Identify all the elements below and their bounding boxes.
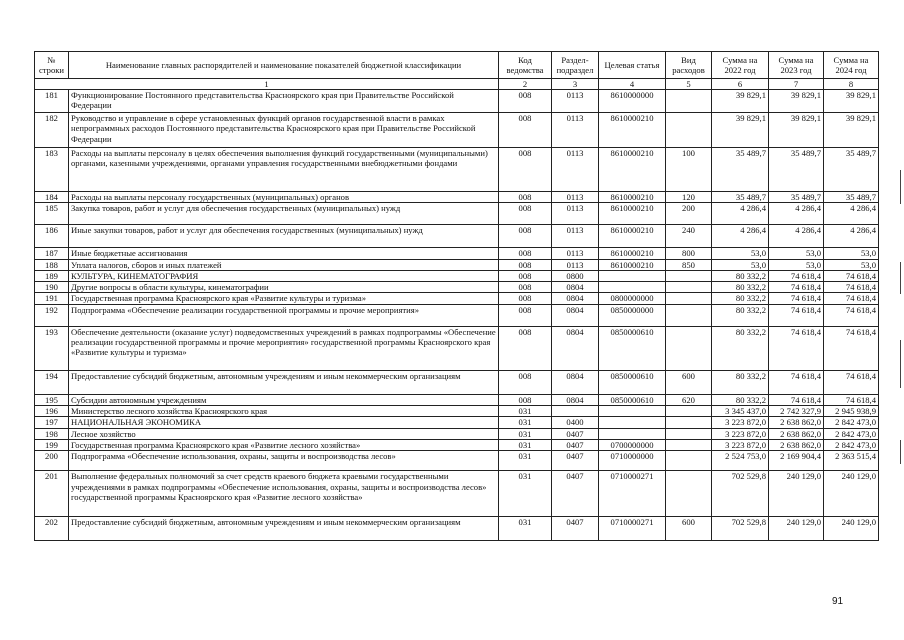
row-name-cell: Выполнение федеральных полномочий за счет средств краевого бюджета краевыми государственными учреждениями в рамках подпрограммы «Обеспечение использования, охраны, защиты и воспроизводства лесов» государственной программы Красноярского края «Развитие лесного хозяйства» (69, 471, 499, 517)
column-number: 2 (499, 79, 552, 90)
expense-type-cell (666, 451, 712, 471)
table-row (35, 203, 879, 225)
sum-2023-cell: 2 638 862,0 (769, 428, 824, 439)
department-code-cell: 031 (499, 439, 552, 450)
department-code-cell: 031 (499, 417, 552, 428)
row-number-cell: 188 (35, 259, 69, 270)
section-cell: 0400 (552, 417, 599, 428)
section-cell: 0804 (552, 304, 599, 326)
department-code-cell: 008 (499, 90, 552, 113)
target-item-cell: 8610000210 (599, 148, 666, 192)
section-cell (552, 406, 599, 417)
target-item-cell: 0800000000 (599, 293, 666, 304)
target-item-cell: 0710000271 (599, 517, 666, 541)
sum-2022-cell: 4 286,4 (712, 225, 769, 248)
sum-2024-cell: 4 286,4 (824, 225, 879, 248)
expense-type-cell (666, 293, 712, 304)
target-item-cell (599, 428, 666, 439)
department-code-cell: 008 (499, 192, 552, 203)
section-cell: 0804 (552, 394, 599, 405)
column-number: 8 (824, 79, 879, 90)
expense-type-cell: 800 (666, 248, 712, 259)
column-number: 1 (35, 79, 499, 90)
sum-2024-cell: 2 842 473,0 (824, 428, 879, 439)
sum-2023-cell: 4 286,4 (769, 225, 824, 248)
section-cell: 0800 (552, 270, 599, 281)
sum-2024-cell: 74 618,4 (824, 270, 879, 281)
sum-2023-cell: 39 829,1 (769, 90, 824, 113)
table-row (35, 248, 879, 259)
department-code-cell: 031 (499, 471, 552, 517)
department-code-cell: 008 (499, 225, 552, 248)
sum-2024-cell: 74 618,4 (824, 282, 879, 293)
sum-2023-cell: 74 618,4 (769, 394, 824, 405)
scan-edge-mark (900, 340, 901, 388)
expense-type-cell (666, 417, 712, 428)
target-item-cell: 0850000610 (599, 394, 666, 405)
expense-type-cell: 200 (666, 203, 712, 225)
sum-2022-cell: 702 529,8 (712, 517, 769, 541)
row-number-cell: 190 (35, 282, 69, 293)
row-name-cell: Государственная программа Красноярского края «Развитие культуры и туризма» (69, 293, 499, 304)
section-cell: 0407 (552, 439, 599, 450)
sum-2023-cell: 74 618,4 (769, 304, 824, 326)
table-row (35, 270, 879, 281)
row-name-cell: Государственная программа Красноярского края «Развитие лесного хозяйства» (69, 439, 499, 450)
sum-2023-cell: 74 618,4 (769, 370, 824, 394)
department-code-cell: 008 (499, 326, 552, 370)
row-name-cell: Предоставление субсидий бюджетным, автономным учреждениям и иным некоммерческим организациям (69, 517, 499, 541)
sum-2024-cell: 74 618,4 (824, 293, 879, 304)
section-cell: 0113 (552, 225, 599, 248)
target-item-cell (599, 406, 666, 417)
table-row (35, 90, 879, 113)
row-number-cell: 197 (35, 417, 69, 428)
row-name-cell: Закупка товаров, работ и услуг для обеспечения государственных (муниципальных) нужд (69, 203, 499, 225)
expense-type-cell (666, 282, 712, 293)
table-row (35, 439, 879, 450)
section-cell: 0113 (552, 192, 599, 203)
row-number-cell: 196 (35, 406, 69, 417)
row-name-cell: Субсидии автономным учреждениям (69, 394, 499, 405)
expense-type-cell: 620 (666, 394, 712, 405)
section-cell: 0113 (552, 259, 599, 270)
expense-type-cell: 100 (666, 148, 712, 192)
sum-2023-cell: 240 129,0 (769, 471, 824, 517)
row-number-cell: 192 (35, 304, 69, 326)
sum-2022-cell: 3 223 872,0 (712, 439, 769, 450)
target-item-cell (599, 282, 666, 293)
header-target-item: Целевая статья (599, 52, 666, 79)
table-row (35, 282, 879, 293)
sum-2022-cell: 53,0 (712, 259, 769, 270)
row-number-cell: 195 (35, 394, 69, 405)
target-item-cell: 0850000610 (599, 326, 666, 370)
department-code-cell: 008 (499, 113, 552, 148)
row-name-cell: Руководство и управление в сфере установленных функций органов государственной власти в рамках непрограммных расходов Постоянного представительства Красноярского края при Правительстве Российской Федерации (69, 113, 499, 148)
section-cell: 0113 (552, 148, 599, 192)
header-row-number: № строки (35, 52, 69, 79)
table-row (35, 148, 879, 192)
table-row (35, 428, 879, 439)
row-number-cell: 187 (35, 248, 69, 259)
sum-2024-cell: 2 842 473,0 (824, 439, 879, 450)
sum-2023-cell: 4 286,4 (769, 203, 824, 225)
sum-2023-cell: 74 618,4 (769, 270, 824, 281)
sum-2023-cell: 240 129,0 (769, 517, 824, 541)
sum-2022-cell: 4 286,4 (712, 203, 769, 225)
section-cell: 0113 (552, 248, 599, 259)
row-name-cell: Министерство лесного хозяйства Красноярского края (69, 406, 499, 417)
row-number-cell: 194 (35, 370, 69, 394)
sum-2023-cell: 35 489,7 (769, 148, 824, 192)
expense-type-cell: 120 (666, 192, 712, 203)
target-item-cell: 8610000210 (599, 248, 666, 259)
row-number-cell: 200 (35, 451, 69, 471)
row-name-cell: Предоставление субсидий бюджетным, автономным учреждениям и иным некоммерческим организациям (69, 370, 499, 394)
sum-2022-cell: 39 829,1 (712, 90, 769, 113)
sum-2022-cell: 80 332,2 (712, 282, 769, 293)
department-code-cell: 008 (499, 248, 552, 259)
row-number-cell: 184 (35, 192, 69, 203)
table-row (35, 451, 879, 471)
sum-2022-cell: 2 524 753,0 (712, 451, 769, 471)
target-item-cell (599, 270, 666, 281)
target-item-cell: 8610000210 (599, 192, 666, 203)
department-code-cell: 008 (499, 203, 552, 225)
row-name-cell: Иные закупки товаров, работ и услуг для обеспечения государственных (муниципальных) нужд (69, 225, 499, 248)
table-row (35, 517, 879, 541)
row-name-cell: Лесное хозяйство (69, 428, 499, 439)
sum-2023-cell: 2 742 327,9 (769, 406, 824, 417)
sum-2023-cell: 53,0 (769, 259, 824, 270)
expense-type-cell (666, 304, 712, 326)
expense-type-cell (666, 471, 712, 517)
sum-2022-cell: 702 529,8 (712, 471, 769, 517)
column-number: 5 (666, 79, 712, 90)
scan-edge-mark (900, 440, 901, 464)
table-row (35, 192, 879, 203)
scan-edge-mark (900, 262, 901, 294)
expense-type-cell: 850 (666, 259, 712, 270)
sum-2022-cell: 53,0 (712, 248, 769, 259)
section-cell: 0113 (552, 113, 599, 148)
department-code-cell: 008 (499, 259, 552, 270)
row-name-cell: Другие вопросы в области культуры, кинематографии (69, 282, 499, 293)
scan-edge-mark (900, 170, 901, 204)
row-name-cell: Функционирование Постоянного представительства Красноярского края при Правительстве Российской Федерации (69, 90, 499, 113)
row-name-cell: Расходы на выплаты персоналу в целях обеспечения выполнения функций государственными (муниципальными) органами, казенными учреждениями, органами управления государственными внебюджетными фондами (69, 148, 499, 192)
sum-2023-cell: 39 829,1 (769, 113, 824, 148)
sum-2023-cell: 74 618,4 (769, 326, 824, 370)
sum-2023-cell: 2 169 904,4 (769, 451, 824, 471)
table-row (35, 304, 879, 326)
header-row (35, 52, 879, 79)
row-number-cell: 191 (35, 293, 69, 304)
row-name-cell: Подпрограмма «Обеспечение использования, охраны, защиты и воспроизводства лесов» (69, 451, 499, 471)
sum-2024-cell: 2 842 473,0 (824, 417, 879, 428)
expense-type-cell: 600 (666, 517, 712, 541)
target-item-cell (599, 417, 666, 428)
department-code-cell: 031 (499, 517, 552, 541)
expense-type-cell (666, 270, 712, 281)
row-name-cell: Расходы на выплаты персоналу государственных (муниципальных) органов (69, 192, 499, 203)
department-code-cell: 031 (499, 451, 552, 471)
table-row (35, 406, 879, 417)
header-department-code: Код ведомства (499, 52, 552, 79)
row-number-cell: 193 (35, 326, 69, 370)
header-expense-type: Вид расходов (666, 52, 712, 79)
table-row (35, 225, 879, 248)
target-item-cell: 8610000210 (599, 259, 666, 270)
sum-2024-cell: 39 829,1 (824, 90, 879, 113)
header-name: Наименование главных распорядителей и наименование показателей бюджетной классификации (69, 52, 499, 79)
table-row (35, 326, 879, 370)
target-item-cell: 8610000210 (599, 203, 666, 225)
target-item-cell: 0700000000 (599, 439, 666, 450)
row-number-cell: 201 (35, 471, 69, 517)
expense-type-cell (666, 439, 712, 450)
row-name-cell: Иные бюджетные ассигнования (69, 248, 499, 259)
sum-2023-cell: 53,0 (769, 248, 824, 259)
section-cell: 0804 (552, 370, 599, 394)
sum-2022-cell: 80 332,2 (712, 370, 769, 394)
sum-2023-cell: 74 618,4 (769, 282, 824, 293)
table-row (35, 417, 879, 428)
column-number-row (35, 79, 879, 90)
column-number: 4 (599, 79, 666, 90)
department-code-cell: 008 (499, 282, 552, 293)
sum-2024-cell: 53,0 (824, 248, 879, 259)
sum-2024-cell: 74 618,4 (824, 304, 879, 326)
table-row (35, 370, 879, 394)
sum-2022-cell: 3 345 437,0 (712, 406, 769, 417)
department-code-cell: 031 (499, 428, 552, 439)
row-name-cell: Подпрограмма «Обеспечение реализации государственной программы и прочие мероприятия» (69, 304, 499, 326)
expense-type-cell (666, 90, 712, 113)
department-code-cell: 008 (499, 304, 552, 326)
sum-2022-cell: 80 332,2 (712, 326, 769, 370)
sum-2022-cell: 80 332,2 (712, 394, 769, 405)
table-row (35, 471, 879, 517)
column-number: 6 (712, 79, 769, 90)
column-number: 3 (552, 79, 599, 90)
sum-2024-cell: 240 129,0 (824, 517, 879, 541)
row-name-cell: Уплата налогов, сборов и иных платежей (69, 259, 499, 270)
department-code-cell: 008 (499, 270, 552, 281)
sum-2022-cell: 3 223 872,0 (712, 428, 769, 439)
section-cell: 0407 (552, 517, 599, 541)
sum-2024-cell: 35 489,7 (824, 192, 879, 203)
sum-2022-cell: 80 332,2 (712, 304, 769, 326)
department-code-cell: 008 (499, 148, 552, 192)
row-number-cell: 181 (35, 90, 69, 113)
sum-2024-cell: 74 618,4 (824, 394, 879, 405)
sum-2023-cell: 35 489,7 (769, 192, 824, 203)
column-number: 7 (769, 79, 824, 90)
section-cell: 0113 (552, 90, 599, 113)
table-body (35, 90, 879, 541)
row-number-cell: 185 (35, 203, 69, 225)
row-name-cell: Обеспечение деятельности (оказание услуг) подведомственных учреждений в рамках подпрограммы «Обеспечение реализации государственной программы и прочие мероприятия» государственной программы Красноярского края «Развитие культуры и туризма» (69, 326, 499, 370)
section-cell: 0407 (552, 451, 599, 471)
sum-2024-cell: 74 618,4 (824, 326, 879, 370)
sum-2023-cell: 2 638 862,0 (769, 439, 824, 450)
section-cell: 0407 (552, 428, 599, 439)
header-sum-2022: Сумма на 2022 год (712, 52, 769, 79)
row-name-cell: КУЛЬТУРА, КИНЕМАТОГРАФИЯ (69, 270, 499, 281)
target-item-cell: 0710000271 (599, 471, 666, 517)
sum-2023-cell: 74 618,4 (769, 293, 824, 304)
sum-2024-cell: 2 363 515,4 (824, 451, 879, 471)
row-name-cell: НАЦИОНАЛЬНАЯ ЭКОНОМИКА (69, 417, 499, 428)
header-section: Раздел-подраздел (552, 52, 599, 79)
header-sum-2023: Сумма на 2023 год (769, 52, 824, 79)
target-item-cell: 0850000610 (599, 370, 666, 394)
target-item-cell: 8610000210 (599, 113, 666, 148)
sum-2022-cell: 35 489,7 (712, 192, 769, 203)
sum-2024-cell: 2 945 938,9 (824, 406, 879, 417)
table-row (35, 394, 879, 405)
row-number-cell: 182 (35, 113, 69, 148)
row-number-cell: 189 (35, 270, 69, 281)
sum-2022-cell: 3 223 872,0 (712, 417, 769, 428)
target-item-cell: 0850000000 (599, 304, 666, 326)
section-cell: 0113 (552, 203, 599, 225)
budget-table (34, 51, 879, 541)
expense-type-cell (666, 326, 712, 370)
target-item-cell: 0710000000 (599, 451, 666, 471)
sum-2024-cell: 53,0 (824, 259, 879, 270)
department-code-cell: 008 (499, 370, 552, 394)
section-cell: 0804 (552, 282, 599, 293)
department-code-cell: 008 (499, 394, 552, 405)
sum-2024-cell: 240 129,0 (824, 471, 879, 517)
table-row (35, 259, 879, 270)
expense-type-cell: 600 (666, 370, 712, 394)
department-code-cell: 031 (499, 406, 552, 417)
sum-2022-cell: 80 332,2 (712, 270, 769, 281)
page-number: 91 (832, 596, 844, 607)
sum-2024-cell: 74 618,4 (824, 370, 879, 394)
department-code-cell: 008 (499, 293, 552, 304)
sum-2022-cell: 39 829,1 (712, 113, 769, 148)
sum-2022-cell: 80 332,2 (712, 293, 769, 304)
expense-type-cell: 240 (666, 225, 712, 248)
sum-2022-cell: 35 489,7 (712, 148, 769, 192)
sum-2024-cell: 39 829,1 (824, 113, 879, 148)
section-cell: 0804 (552, 293, 599, 304)
section-cell: 0407 (552, 471, 599, 517)
row-number-cell: 198 (35, 428, 69, 439)
row-number-cell: 183 (35, 148, 69, 192)
row-number-cell: 186 (35, 225, 69, 248)
target-item-cell: 8610000210 (599, 225, 666, 248)
sum-2024-cell: 4 286,4 (824, 203, 879, 225)
header-sum-2024: Сумма на 2024 год (824, 52, 879, 79)
expense-type-cell (666, 428, 712, 439)
expense-type-cell (666, 113, 712, 148)
section-cell: 0804 (552, 326, 599, 370)
row-number-cell: 199 (35, 439, 69, 450)
target-item-cell: 8610000000 (599, 90, 666, 113)
row-number-cell: 202 (35, 517, 69, 541)
expense-type-cell (666, 406, 712, 417)
sum-2023-cell: 2 638 862,0 (769, 417, 824, 428)
table-row (35, 113, 879, 148)
table-row (35, 293, 879, 304)
sum-2024-cell: 35 489,7 (824, 148, 879, 192)
